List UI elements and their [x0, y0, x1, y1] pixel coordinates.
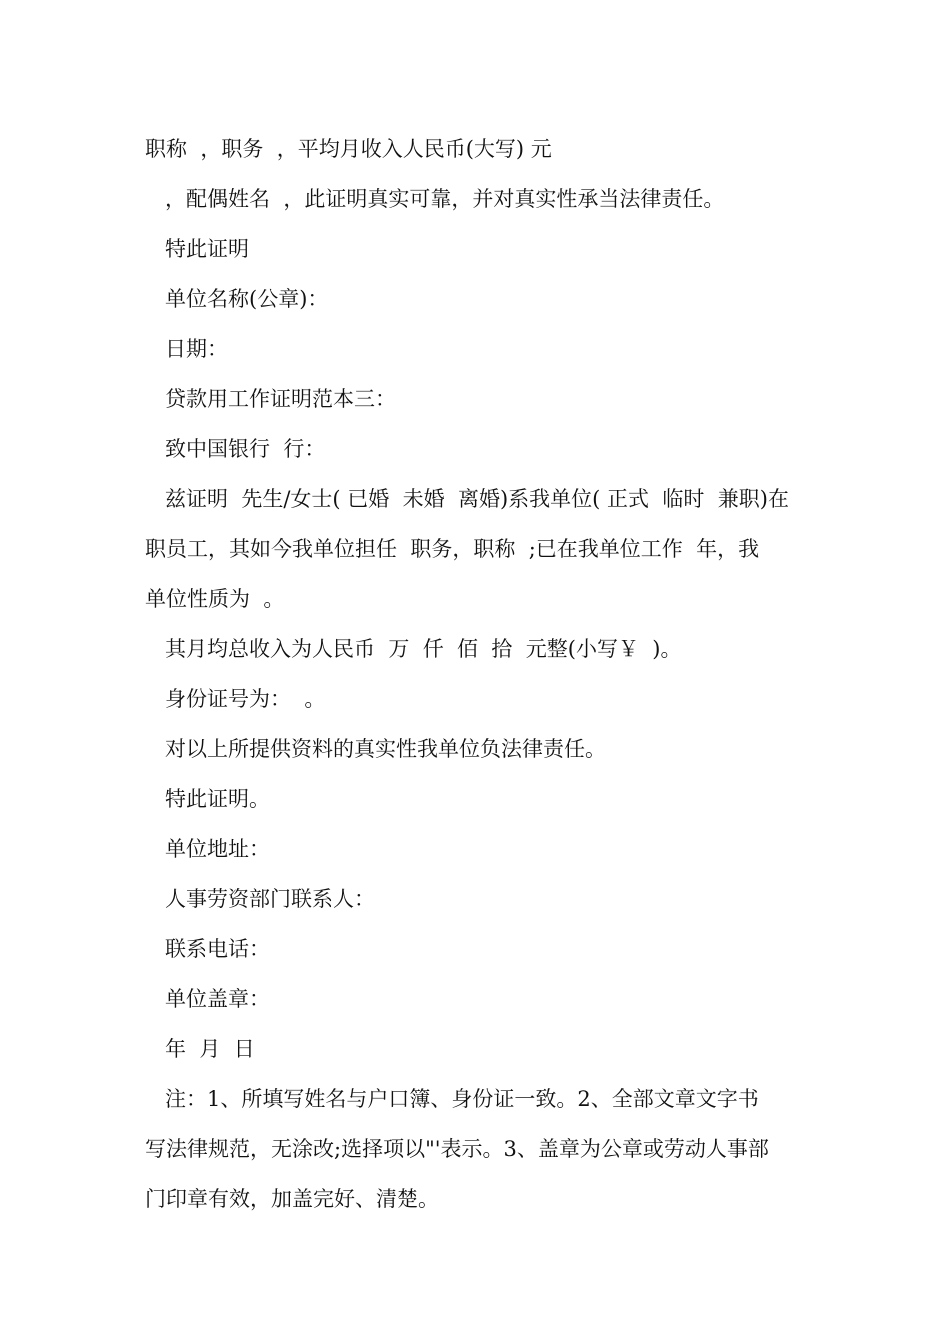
- text-line-addressee: 致中国银行 行：: [165, 437, 326, 461]
- text-line-certify-end: 特此证明。: [165, 787, 270, 811]
- text-line-certify-person: 兹证明 先生/女士( 已婚 未婚 离婚)系我单位( 正式 临时 兼职)在: [165, 487, 789, 511]
- text-line-unit-address: 单位地址：: [165, 837, 270, 861]
- text-line-monthly-income: 其月均总收入为人民币 万 仟 佰 拾 元整(小写￥ )。: [165, 637, 682, 661]
- text-line-id-number: 身份证号为： 。: [165, 687, 326, 711]
- text-line-phone: 联系电话：: [165, 937, 270, 961]
- text-line-note-2: 写法律规范，无涂改;选择项以"'表示。3、盖章为公章或劳动人事部: [145, 1137, 769, 1161]
- text-line-year-month-day: 年 月 日: [165, 1037, 255, 1061]
- text-line-title-income: 职称 ，职务 ，平均月收入人民币(大写) 元: [145, 137, 552, 161]
- text-line-template-heading: 贷款用工作证明范本三：: [165, 387, 396, 411]
- text-line-unit-name: 单位名称(公章)：: [165, 287, 329, 311]
- text-line-employee-position: 职员工，其如今我单位担任 职务，职称 ;已在我单位工作 年，我: [145, 537, 760, 561]
- text-line-hr-contact: 人事劳资部门联系人：: [165, 887, 375, 911]
- text-line-spouse: ，配偶姓名 ，此证明真实可靠，并对真实性承当法律责任。: [165, 187, 725, 211]
- text-line-liability: 对以上所提供资料的真实性我单位负法律责任。: [165, 737, 606, 761]
- text-line-certify: 特此证明: [165, 237, 249, 261]
- text-line-unit-seal: 单位盖章：: [165, 987, 270, 1011]
- text-line-note-1: 注：1、所填写姓名与户口簿、身份证一致。2、全部文章文字书: [165, 1087, 759, 1111]
- text-line-unit-nature: 单位性质为 。: [145, 587, 285, 611]
- text-line-date: 日期：: [165, 337, 228, 361]
- text-line-note-3: 门印章有效，加盖完好、清楚。: [145, 1187, 439, 1211]
